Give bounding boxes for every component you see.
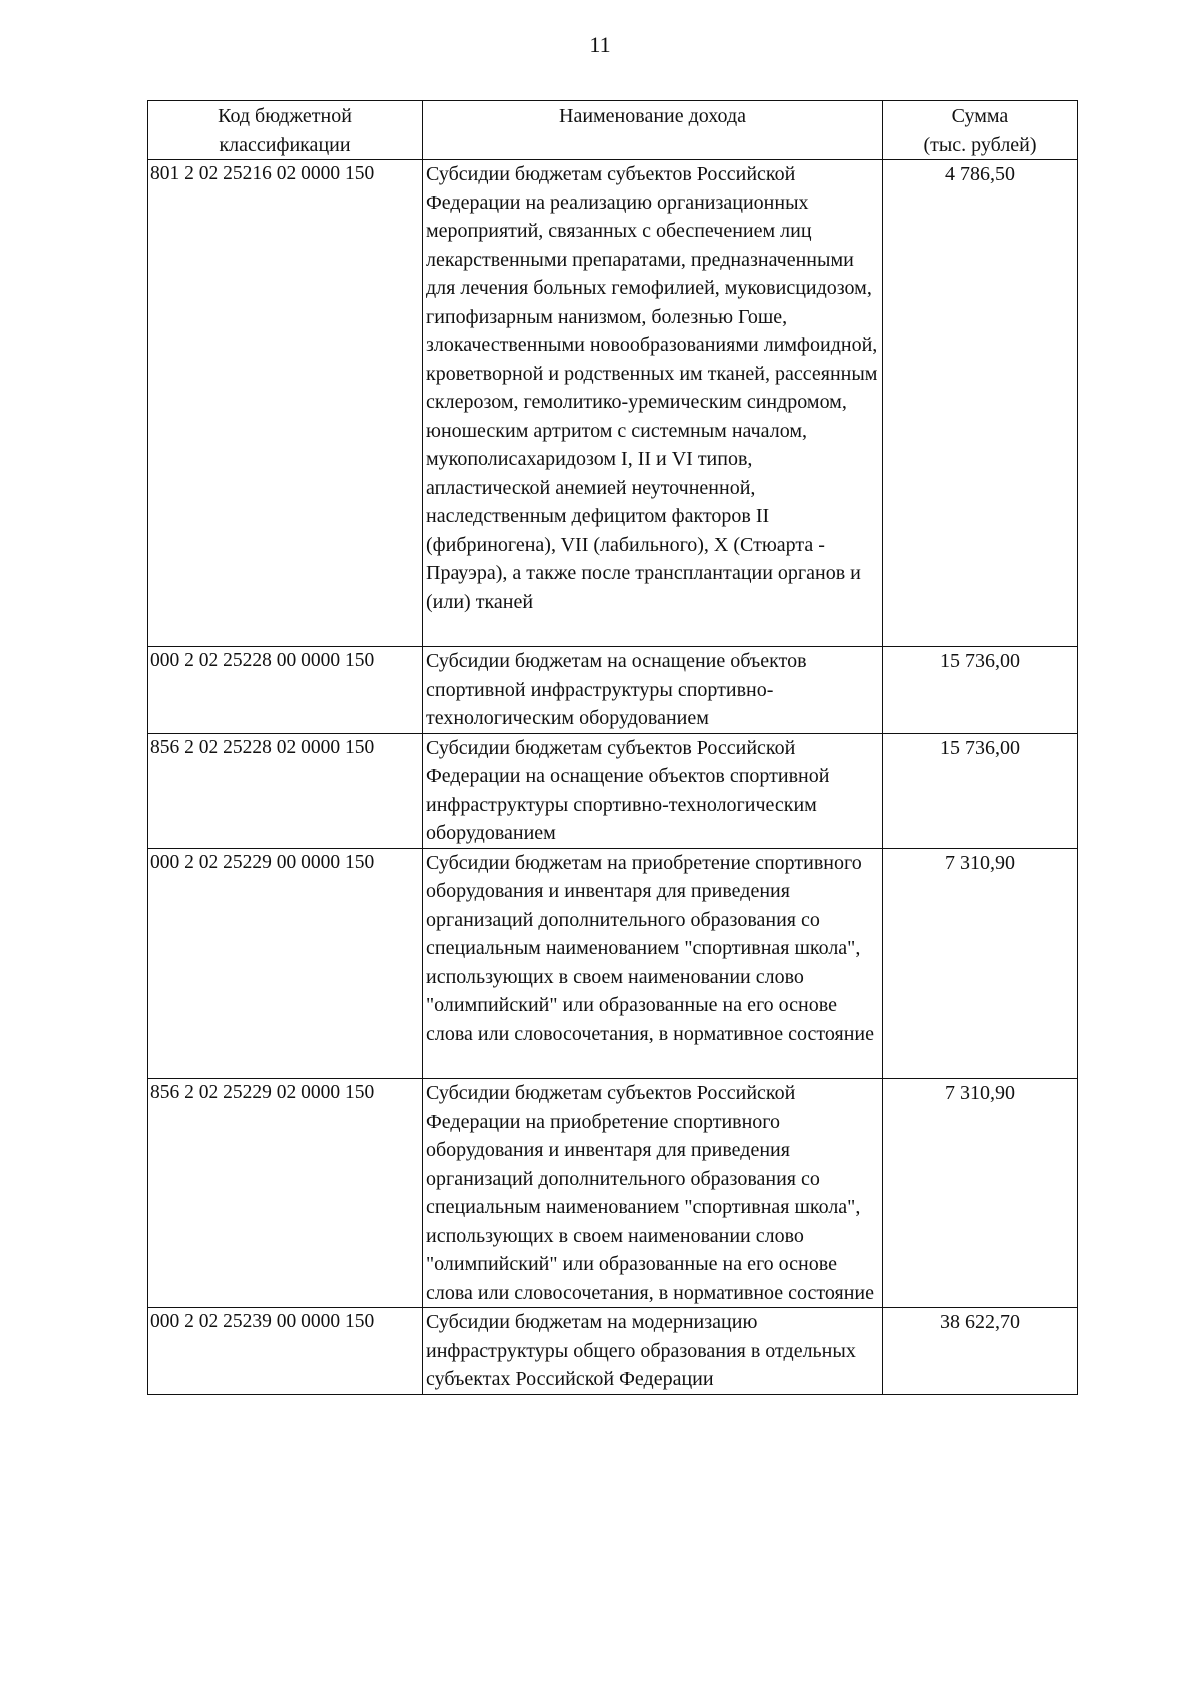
row-name: Субсидии бюджетам на приобретение спортивного оборудования и инвентаря для приведения организаций дополнительного образования со специальным наименованием "спортивная школа", использующих в своем наименовании слово "олимпийский" или образованные на его основе слова или словосочетания, в нормативное состояние xyxy=(423,848,883,1079)
row-amount: 15 736,00 xyxy=(883,647,1078,734)
row-name: Субсидии бюджетам субъектов Российской Федерации на оснащение объектов спортивной инфраструктуры спортивно-технологическим оборудованием xyxy=(423,733,883,848)
header-code: Код бюджетной классификации xyxy=(148,101,423,160)
row-amount: 15 736,00 xyxy=(883,733,1078,848)
table-row xyxy=(148,848,1078,1079)
row-amount: 7 310,90 xyxy=(883,1079,1078,1308)
row-name: Субсидии бюджетам на модернизацию инфраструктуры общего образования в отдельных субъектах Российской Федерации xyxy=(423,1308,883,1395)
table-row xyxy=(148,733,1078,848)
row-name: Субсидии бюджетам на оснащение объектов спортивной инфраструктуры спортивно-технологическим оборудованием xyxy=(423,647,883,734)
row-name: Субсидии бюджетам субъектов Российской Федерации на реализацию организационных мероприятий, связанных с обеспечением лиц лекарственными препаратами, предназначенными для лечения больных гемофилией, муковисцидозом, гипофизарным нанизмом, болезнью Гоше, злокачественными новообразованиями лимфоидной, кроветворной и родственных им тканей, рассеянным склерозом, гемолитико-уремическим синдромом, юношеским артритом с системным началом, мукополисахаридозом I, II и VI типов, апластической анемией неуточненной, наследственным дефицитом факторов II (фибриногена), VII (лабильного), X (Стюарта - Прауэра), а также после трансплантации органов и (или) тканей xyxy=(423,160,883,647)
row-code: 000 2 02 25239 00 0000 150 xyxy=(148,1308,423,1395)
table-header xyxy=(148,101,1078,160)
row-amount: 38 622,70 xyxy=(883,1308,1078,1395)
table-row xyxy=(148,647,1078,734)
table-row xyxy=(148,160,1078,647)
row-code: 856 2 02 25228 02 0000 150 xyxy=(148,733,423,848)
header-row xyxy=(148,101,1078,160)
row-code: 801 2 02 25216 02 0000 150 xyxy=(148,160,423,647)
header-amount: Сумма (тыс. рублей) xyxy=(883,101,1078,160)
table-row xyxy=(148,1308,1078,1395)
page-number: 11 xyxy=(589,32,611,57)
row-amount: 4 786,50 xyxy=(883,160,1078,647)
table-row xyxy=(148,1079,1078,1308)
row-name: Субсидии бюджетам субъектов Российской Федерации на приобретение спортивного оборудования и инвентаря для приведения организаций дополнительного образования со специальным наименованием "спортивная школа", использующих в своем наименовании слово "олимпийский" или образованные на его основе слова или словосочетания, в нормативное состояние xyxy=(423,1079,883,1308)
row-amount: 7 310,90 xyxy=(883,848,1078,1079)
table-body xyxy=(148,160,1078,1395)
budget-revenue-table xyxy=(147,100,1078,1395)
row-code: 856 2 02 25229 02 0000 150 xyxy=(148,1079,423,1308)
header-name: Наименование дохода xyxy=(423,101,883,160)
row-code: 000 2 02 25228 00 0000 150 xyxy=(148,647,423,734)
row-code: 000 2 02 25229 00 0000 150 xyxy=(148,848,423,1079)
